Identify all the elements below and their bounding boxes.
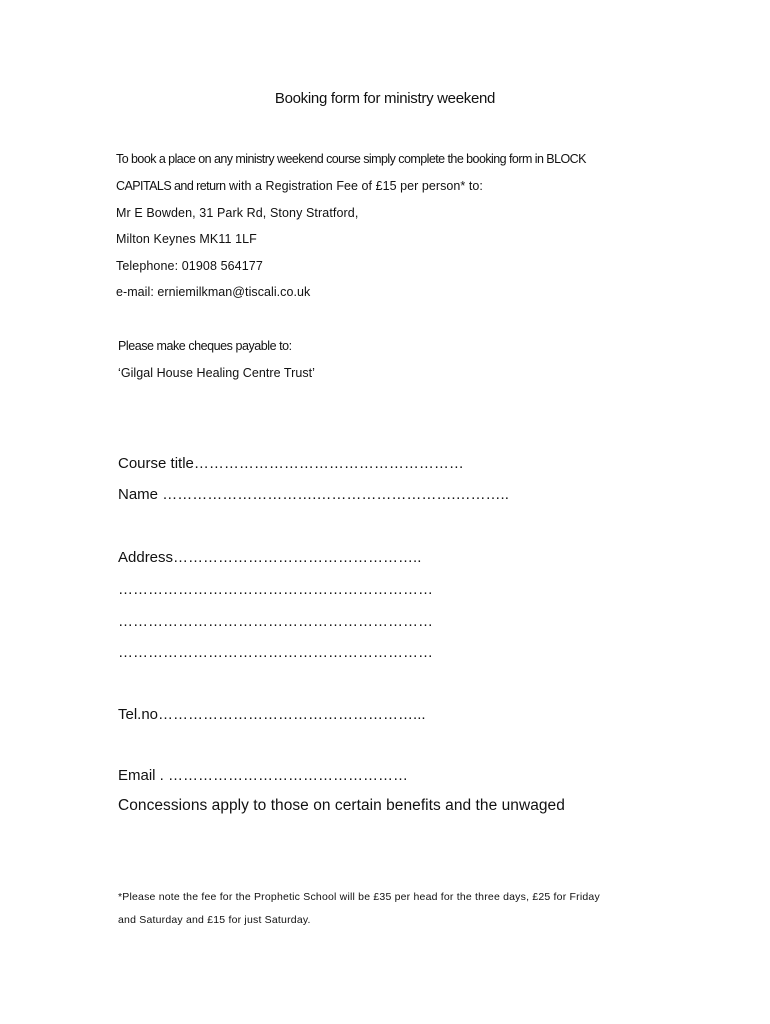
intro-line-2 — [116, 180, 483, 193]
name-blank[interactable]: ………………………….……………………….……….. — [162, 486, 509, 503]
address-blank-line-4[interactable]: ……………………………………………………… — [118, 644, 433, 661]
page-title: Booking form for ministry weekend — [274, 90, 496, 107]
concessions-note: Concessions apply to those on certain benefits and the unwaged — [118, 797, 565, 814]
name-field[interactable] — [118, 487, 509, 502]
footnote-line-2: and Saturday and £15 for just Saturday. — [118, 914, 311, 926]
postal-address-line-2: Milton Keynes MK11 1LF — [116, 232, 257, 246]
intro-line-1: To book a place on any ministry weekend course simply complete the booking form in BLOCK — [116, 152, 586, 166]
course-title-label: Course title — [118, 455, 194, 472]
email-blank[interactable]: ………………………………………… — [168, 767, 409, 784]
intro-line-2-caps: CAPITALS and return — [116, 179, 226, 193]
course-title-field[interactable] — [118, 456, 464, 471]
cheques-label: Please make cheques payable to: — [118, 339, 292, 353]
tel-blank[interactable]: ……………………………………………... — [158, 706, 426, 723]
address-blank[interactable]: ………………………………………….. — [173, 549, 422, 566]
address-label: Address — [118, 549, 174, 566]
tel-label: Tel.no — [118, 706, 159, 723]
contact-email: e-mail: erniemilkman@tiscali.co.uk — [116, 285, 311, 299]
email-field[interactable] — [118, 768, 408, 783]
name-label: Name — [118, 486, 163, 503]
address-blank-line-3[interactable]: ……………………………………………………… — [118, 613, 433, 630]
tel-field[interactable] — [118, 707, 426, 722]
address-field[interactable] — [118, 550, 421, 565]
email-label: Email . — [118, 767, 169, 784]
address-blank-line-2[interactable]: ……………………………………………………… — [118, 581, 433, 598]
postal-address-line-1: Mr E Bowden, 31 Park Rd, Stony Stratford, — [116, 206, 359, 220]
footnote-line-1: *Please note the fee for the Prophetic School will be £35 per head for the three days, £25 for Friday — [118, 891, 600, 903]
cheques-payee: ‘Gilgal House Healing Centre Trust’ — [118, 366, 315, 380]
intro-line-2-rest: with a Registration Fee of £15 per person* to: — [225, 179, 483, 193]
course-title-blank[interactable]: ……………………………………………… — [193, 455, 464, 472]
contact-telephone: Telephone: 01908 564177 — [116, 259, 263, 273]
